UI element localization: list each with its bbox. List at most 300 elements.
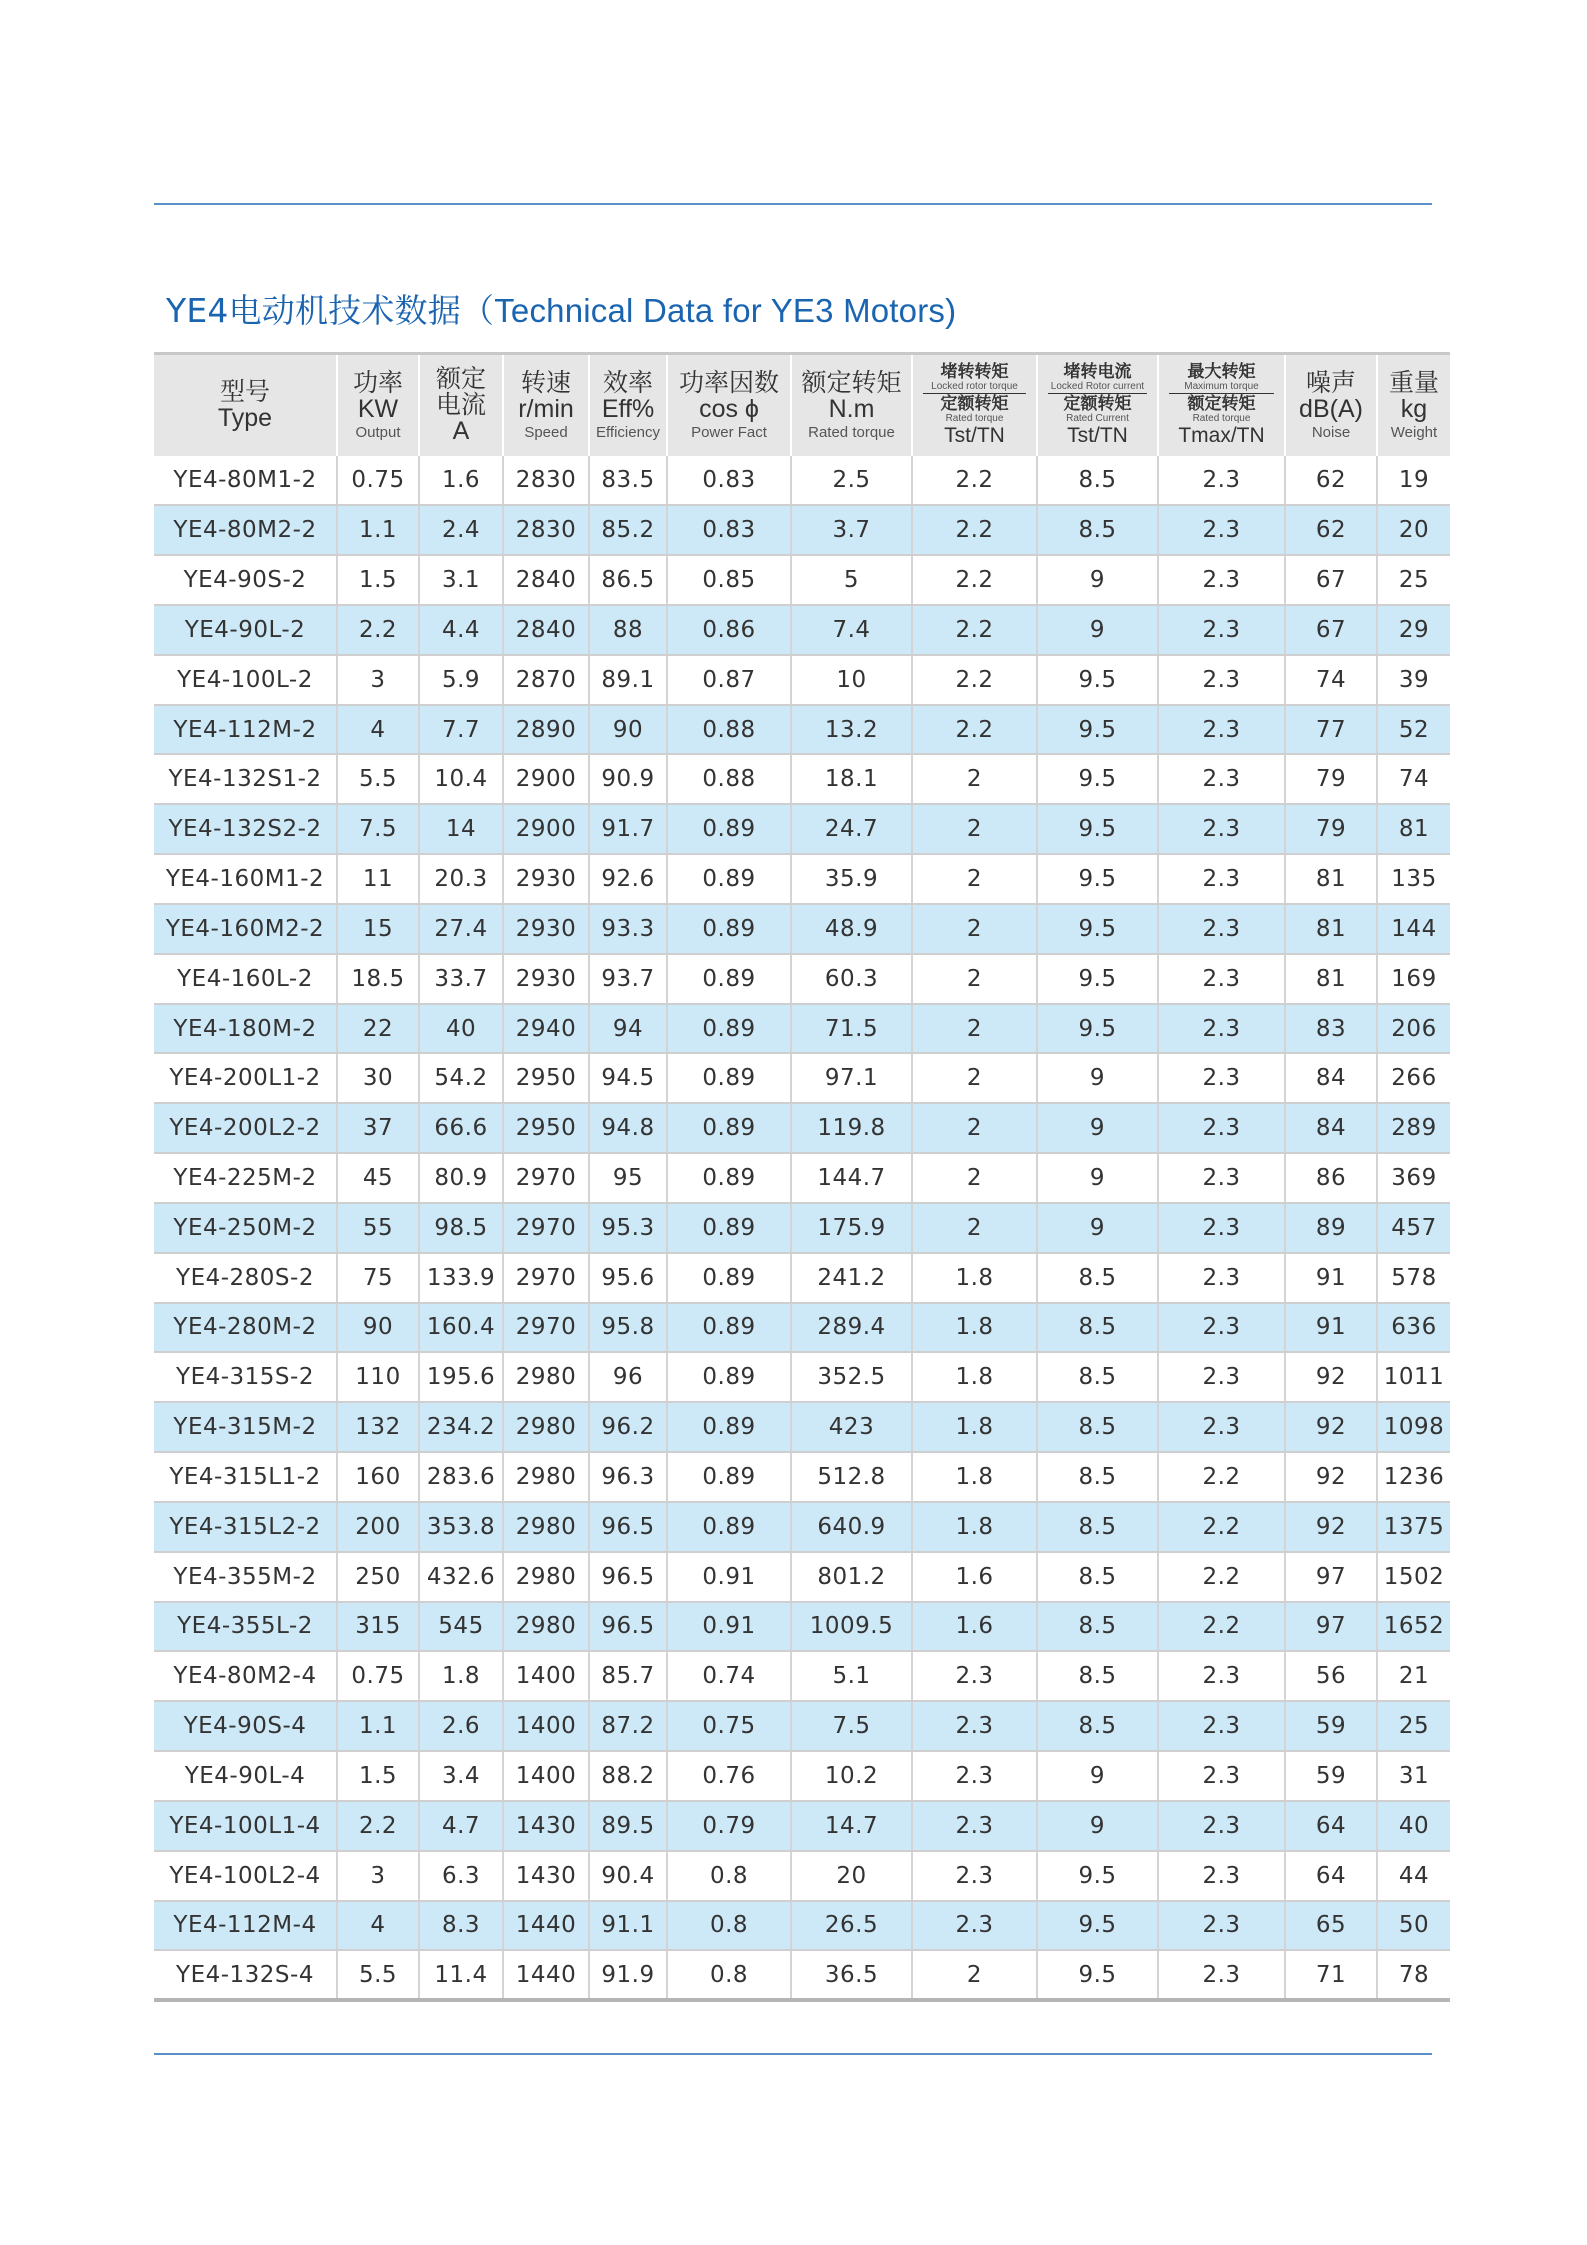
table-cell: 1.6 [419,456,503,506]
table-cell: YE4-315M-2 [154,1402,337,1452]
table-cell: YE4-200L2-2 [154,1103,337,1153]
table-cell: 2.2 [912,655,1037,705]
table-cell: 0.8 [667,1950,791,2000]
table-cell: 2830 [503,505,589,555]
table-cell: 200 [337,1502,419,1552]
table-cell: 0.89 [667,1153,791,1203]
table-cell: 71.5 [791,1004,912,1054]
table-cell: 66.6 [419,1103,503,1153]
table-cell: 78 [1377,1950,1450,2000]
table-cell: 2.3 [1158,505,1285,555]
table-cell: YE4-90L-2 [154,605,337,655]
table-cell: 2.4 [419,505,503,555]
table-row [154,1950,1450,2000]
table-cell: 90.9 [589,754,667,804]
table-cell: 4.7 [419,1801,503,1851]
table-cell: 1.1 [337,1701,419,1751]
table-cell: 84 [1285,1053,1377,1103]
table-cell: 578 [1377,1253,1450,1303]
table-row [154,1253,1450,1303]
table-cell: 9 [1037,555,1158,605]
table-cell: 1.8 [912,1502,1037,1552]
table-cell: 9 [1037,1203,1158,1253]
table-cell: 2930 [503,904,589,954]
table-row [154,456,1450,506]
table-cell: 1.8 [912,1352,1037,1402]
table-cell: 8.5 [1037,1303,1158,1353]
table-row [154,1552,1450,1602]
table-cell: 5.9 [419,655,503,705]
table-cell: 13.2 [791,705,912,755]
table-cell: 9 [1037,605,1158,655]
table-cell: 94 [589,1004,667,1054]
table-cell: 2980 [503,1602,589,1652]
table-cell: 9.5 [1037,954,1158,1004]
table-cell: 133.9 [419,1253,503,1303]
table-cell: 1400 [503,1651,589,1701]
table-cell: 2.3 [1158,1651,1285,1701]
table-cell: YE4-100L-2 [154,655,337,705]
table-cell: 2890 [503,705,589,755]
table-cell: 64 [1285,1851,1377,1901]
table-cell: 132 [337,1402,419,1452]
table-cell: 91.1 [589,1901,667,1951]
table-cell: 110 [337,1352,419,1402]
table-cell: 2.3 [912,1901,1037,1951]
table-cell: 52 [1377,705,1450,755]
table-cell: 1375 [1377,1502,1450,1552]
table-cell: 35.9 [791,854,912,904]
table-cell: 2.3 [1158,605,1285,655]
table-row [154,1651,1450,1701]
table-cell: 2980 [503,1352,589,1402]
table-cell: YE4-355M-2 [154,1552,337,1602]
table-cell: 20.3 [419,854,503,904]
table-cell: 2.3 [1158,1253,1285,1303]
table-cell: 8.5 [1037,1502,1158,1552]
table-cell: 3.1 [419,555,503,605]
table-row [154,1851,1450,1901]
table-cell: 2.6 [419,1701,503,1751]
table-cell: 8.5 [1037,1253,1158,1303]
table-cell: 4.4 [419,605,503,655]
table-cell: 0.88 [667,705,791,755]
table-cell: YE4-100L1-4 [154,1801,337,1851]
table-cell: 2.2 [912,505,1037,555]
title-zh: YE4电动机技术数据（ [166,291,495,330]
table-cell: 9.5 [1037,655,1158,705]
table-row [154,1452,1450,1502]
table-cell: YE4-315S-2 [154,1352,337,1402]
table-cell: 79 [1285,804,1377,854]
table-row [154,1303,1450,1353]
table-cell: 2970 [503,1203,589,1253]
header-weight: 重量 kg Weight [1377,354,1450,456]
table-cell: 169 [1377,954,1450,1004]
header-locked-current: 堵转电流 Locked Rotor current 定额转矩 Rated Current Tst/TN [1037,354,1158,456]
table-cell: 2.3 [1158,954,1285,1004]
table-cell: 2900 [503,804,589,854]
table-row [154,1203,1450,1253]
table-cell: 93.3 [589,904,667,954]
table-cell: 7.5 [337,804,419,854]
table-cell: 8.5 [1037,1651,1158,1701]
table-cell: 0.75 [667,1701,791,1751]
table-cell: 85.7 [589,1651,667,1701]
table-cell: 8.5 [1037,1402,1158,1452]
table-cell: 74 [1285,655,1377,705]
table-cell: 0.91 [667,1602,791,1652]
table-cell: 2950 [503,1053,589,1103]
table-cell: 2 [912,954,1037,1004]
table-cell: 10 [791,655,912,705]
table-cell: 7.7 [419,705,503,755]
table-cell: 71 [1285,1950,1377,2000]
table-cell: YE4-315L2-2 [154,1502,337,1552]
table-cell: 0.86 [667,605,791,655]
table-cell: 9 [1037,1103,1158,1153]
table-cell: YE4-355L-2 [154,1602,337,1652]
table-cell: 0.85 [667,555,791,605]
table-cell: 8.5 [1037,456,1158,506]
table-cell: 91 [1285,1303,1377,1353]
table-cell: YE4-90S-4 [154,1701,337,1751]
table-cell: 0.87 [667,655,791,705]
table-cell: 2.2 [912,705,1037,755]
table-cell: 2 [912,904,1037,954]
table-cell: 1.1 [337,505,419,555]
table-cell: 86 [1285,1153,1377,1203]
table-cell: 92.6 [589,854,667,904]
table-cell: 2.3 [912,1701,1037,1751]
table-cell: 10.2 [791,1751,912,1801]
table-cell: 2840 [503,605,589,655]
table-cell: 2940 [503,1004,589,1054]
top-divider [154,203,1432,205]
table-cell: 92 [1285,1502,1377,1552]
table-cell: 9.5 [1037,1950,1158,2000]
table-cell: 95.8 [589,1303,667,1353]
table-cell: 2 [912,804,1037,854]
header-current: 额定 电流 A [419,354,503,456]
table-cell: 85.2 [589,505,667,555]
table-cell: 9 [1037,1751,1158,1801]
table-cell: 98.5 [419,1203,503,1253]
table-cell: 92 [1285,1402,1377,1452]
table-cell: 241.2 [791,1253,912,1303]
table-cell: 3 [337,1851,419,1901]
table-cell: 97.1 [791,1053,912,1103]
table-row [154,954,1450,1004]
table-cell: 2.2 [337,605,419,655]
table-cell: 91.7 [589,804,667,854]
table-cell: 2.2 [1158,1502,1285,1552]
table-cell: 3 [337,655,419,705]
table-cell: 2 [912,1203,1037,1253]
table-cell: 2 [912,754,1037,804]
table-cell: 67 [1285,555,1377,605]
table-cell: 2.3 [1158,1801,1285,1851]
table-cell: 11.4 [419,1950,503,2000]
title-en: Technical Data for YE3 Motors) [494,292,957,329]
table-cell: 0.89 [667,1103,791,1153]
header-speed: 转速 r/min Speed [503,354,589,456]
table-cell: 1.5 [337,555,419,605]
table-cell: 0.89 [667,1352,791,1402]
table-cell: 457 [1377,1203,1450,1253]
table-row [154,705,1450,755]
table-cell: YE4-132S2-2 [154,804,337,854]
table-row [154,505,1450,555]
table-cell: 20 [1377,505,1450,555]
table-row [154,1053,1450,1103]
table-cell: 88 [589,605,667,655]
table-cell: 2 [912,1053,1037,1103]
table-cell: 7.5 [791,1701,912,1751]
table-cell: 9.5 [1037,1004,1158,1054]
table-cell: 54.2 [419,1053,503,1103]
table-cell: 96.5 [589,1602,667,1652]
table-cell: 1400 [503,1751,589,1801]
table-cell: 369 [1377,1153,1450,1203]
table-cell: 50 [1377,1901,1450,1951]
table-cell: 1.8 [912,1303,1037,1353]
table-cell: 195.6 [419,1352,503,1402]
table-cell: 2.3 [1158,456,1285,506]
table-cell: 2.3 [912,1751,1037,1801]
table-cell: 2.3 [1158,1203,1285,1253]
table-cell: 24.7 [791,804,912,854]
table-cell: 2.3 [912,1801,1037,1851]
table-cell: 2.3 [1158,904,1285,954]
table-cell: 2980 [503,1452,589,1502]
table-cell: 2950 [503,1103,589,1153]
table-cell: 119.8 [791,1103,912,1153]
table-cell: 9 [1037,1801,1158,1851]
table-cell: 1440 [503,1950,589,2000]
table-cell: 1.8 [912,1253,1037,1303]
table-cell: 77 [1285,705,1377,755]
table-cell: 89.1 [589,655,667,705]
table-cell: 36.5 [791,1950,912,2000]
table-cell: 81 [1377,804,1450,854]
table-cell: 144.7 [791,1153,912,1203]
table-cell: 0.89 [667,1402,791,1452]
table-cell: 95.3 [589,1203,667,1253]
table-cell: 0.89 [667,954,791,1004]
table-cell: 1.8 [912,1402,1037,1452]
table-cell: 93.7 [589,954,667,1004]
table-cell: 0.89 [667,854,791,904]
table-cell: 2980 [503,1502,589,1552]
table-cell: 95.6 [589,1253,667,1303]
table-cell: 9.5 [1037,1851,1158,1901]
table-cell: 640.9 [791,1502,912,1552]
table-cell: 144 [1377,904,1450,954]
table-cell: 27.4 [419,904,503,954]
table-cell: 90.4 [589,1851,667,1901]
table-cell: YE4-112M-4 [154,1901,337,1951]
table-cell: 22 [337,1004,419,1054]
table-cell: YE4-160M2-2 [154,904,337,954]
table-cell: 0.79 [667,1801,791,1851]
table-cell: 0.83 [667,505,791,555]
table-row [154,555,1450,605]
table-cell: 5.5 [337,754,419,804]
table-cell: 8.5 [1037,1452,1158,1502]
table-cell: 89 [1285,1203,1377,1253]
table-row [154,1502,1450,1552]
table-cell: 80.9 [419,1153,503,1203]
table-cell: 18.5 [337,954,419,1004]
table-cell: 1.6 [912,1602,1037,1652]
table-cell: 1009.5 [791,1602,912,1652]
table-cell: 0.91 [667,1552,791,1602]
table-cell: 2.3 [1158,1004,1285,1054]
table-cell: 0.76 [667,1751,791,1801]
table-cell: 14 [419,804,503,854]
table-cell: 91.9 [589,1950,667,2000]
table-cell: 44 [1377,1851,1450,1901]
table-cell: 30 [337,1053,419,1103]
table-cell: 1652 [1377,1602,1450,1652]
table-cell: 25 [1377,555,1450,605]
table-cell: 2.3 [1158,705,1285,755]
table-cell: 62 [1285,505,1377,555]
table-cell: YE4-90L-4 [154,1751,337,1801]
table-cell: 3.7 [791,505,912,555]
table-cell: 48.9 [791,904,912,954]
table-cell: 87.2 [589,1701,667,1751]
table-cell: YE4-132S-4 [154,1950,337,2000]
table-cell: 0.89 [667,1253,791,1303]
table-cell: 423 [791,1402,912,1452]
table-cell: 2.3 [1158,1701,1285,1751]
table-cell: 2 [912,1950,1037,2000]
table-cell: 0.89 [667,1203,791,1253]
table-cell: 11 [337,854,419,904]
table-row [154,605,1450,655]
table-row [154,1352,1450,1402]
table-cell: 2 [912,854,1037,904]
table-cell: 175.9 [791,1203,912,1253]
table-cell: 8.5 [1037,1701,1158,1751]
table-cell: 9.5 [1037,804,1158,854]
table-cell: 96 [589,1352,667,1402]
header-power: 功率 KW Output [337,354,419,456]
table-cell: 8.5 [1037,505,1158,555]
table-cell: YE4-112M-2 [154,705,337,755]
header-locked-torque: 堵转转矩 Locked rotor torque 定额转矩 Rated torque Tst/TN [912,354,1037,456]
table-cell: YE4-180M-2 [154,1004,337,1054]
table-cell: 83 [1285,1004,1377,1054]
table-cell: 545 [419,1602,503,1652]
table-cell: 1440 [503,1901,589,1951]
table-cell: 96.3 [589,1452,667,1502]
table-cell: 26.5 [791,1901,912,1951]
header-efficiency: 效率 Eff% Efficiency [589,354,667,456]
table-row [154,1153,1450,1203]
table-cell: 2.2 [1158,1552,1285,1602]
table-cell: YE4-315L1-2 [154,1452,337,1502]
table-cell: 9.5 [1037,754,1158,804]
table-cell: 96.5 [589,1502,667,1552]
table-cell: 20 [791,1851,912,1901]
table-cell: 2.3 [1158,754,1285,804]
table-cell: 2 [912,1004,1037,1054]
table-cell: 2900 [503,754,589,804]
table-cell: 0.8 [667,1901,791,1951]
table-cell: 1.5 [337,1751,419,1801]
table-cell: 2980 [503,1552,589,1602]
table-row [154,754,1450,804]
table-cell: 2.3 [912,1851,1037,1901]
table-cell: 3.4 [419,1751,503,1801]
table-cell: 160 [337,1452,419,1502]
table-cell: 2.3 [1158,655,1285,705]
table-cell: 2830 [503,456,589,506]
table-cell: YE4-80M1-2 [154,456,337,506]
table-cell: 8.3 [419,1901,503,1951]
table-cell: 2.3 [1158,1950,1285,2000]
bottom-divider [154,2053,1432,2055]
table-cell: 9.5 [1037,1901,1158,1951]
table-cell: 0.74 [667,1651,791,1701]
page-title [166,285,956,332]
table-cell: 14.7 [791,1801,912,1851]
table-cell: 5.1 [791,1651,912,1701]
header-max-torque: 最大转矩 Maximum torque 额定转矩 Rated torque Tmax/TN [1158,354,1285,456]
table-cell: 2970 [503,1253,589,1303]
table-cell: 15 [337,904,419,954]
table-cell: 89.5 [589,1801,667,1851]
table-cell: 21 [1377,1651,1450,1701]
table-cell: 95 [589,1153,667,1203]
table-cell: 9.5 [1037,904,1158,954]
header-type: 型号 Type [154,354,337,456]
table-cell: 2.3 [1158,1303,1285,1353]
table-cell: 81 [1285,854,1377,904]
table-cell: 5 [791,555,912,605]
table-cell: 2.3 [1158,1901,1285,1951]
table-cell: 2.3 [1158,1153,1285,1203]
table-cell: 2870 [503,655,589,705]
table-cell: 4 [337,705,419,755]
table-cell: 0.89 [667,1303,791,1353]
table-cell: 801.2 [791,1552,912,1602]
header-noise: 噪声 dB(A) Noise [1285,354,1377,456]
table-cell: 283.6 [419,1452,503,1502]
table-cell: 10.4 [419,754,503,804]
table-cell: 2.3 [1158,1851,1285,1901]
table-cell: 86.5 [589,555,667,605]
table-cell: YE4-250M-2 [154,1203,337,1253]
table-cell: 0.89 [667,1502,791,1552]
table-cell: 1502 [1377,1552,1450,1602]
table-cell: 289.4 [791,1303,912,1353]
table-cell: 160.4 [419,1303,503,1353]
table-cell: 67 [1285,605,1377,655]
table-cell: 8.5 [1037,1602,1158,1652]
table-cell: 512.8 [791,1452,912,1502]
table-row [154,1402,1450,1452]
table-cell: 1.6 [912,1552,1037,1602]
table-cell: 5.5 [337,1950,419,2000]
table-cell: YE4-280M-2 [154,1303,337,1353]
table-cell: YE4-90S-2 [154,555,337,605]
table-cell: 2930 [503,954,589,1004]
table-row [154,1751,1450,1801]
